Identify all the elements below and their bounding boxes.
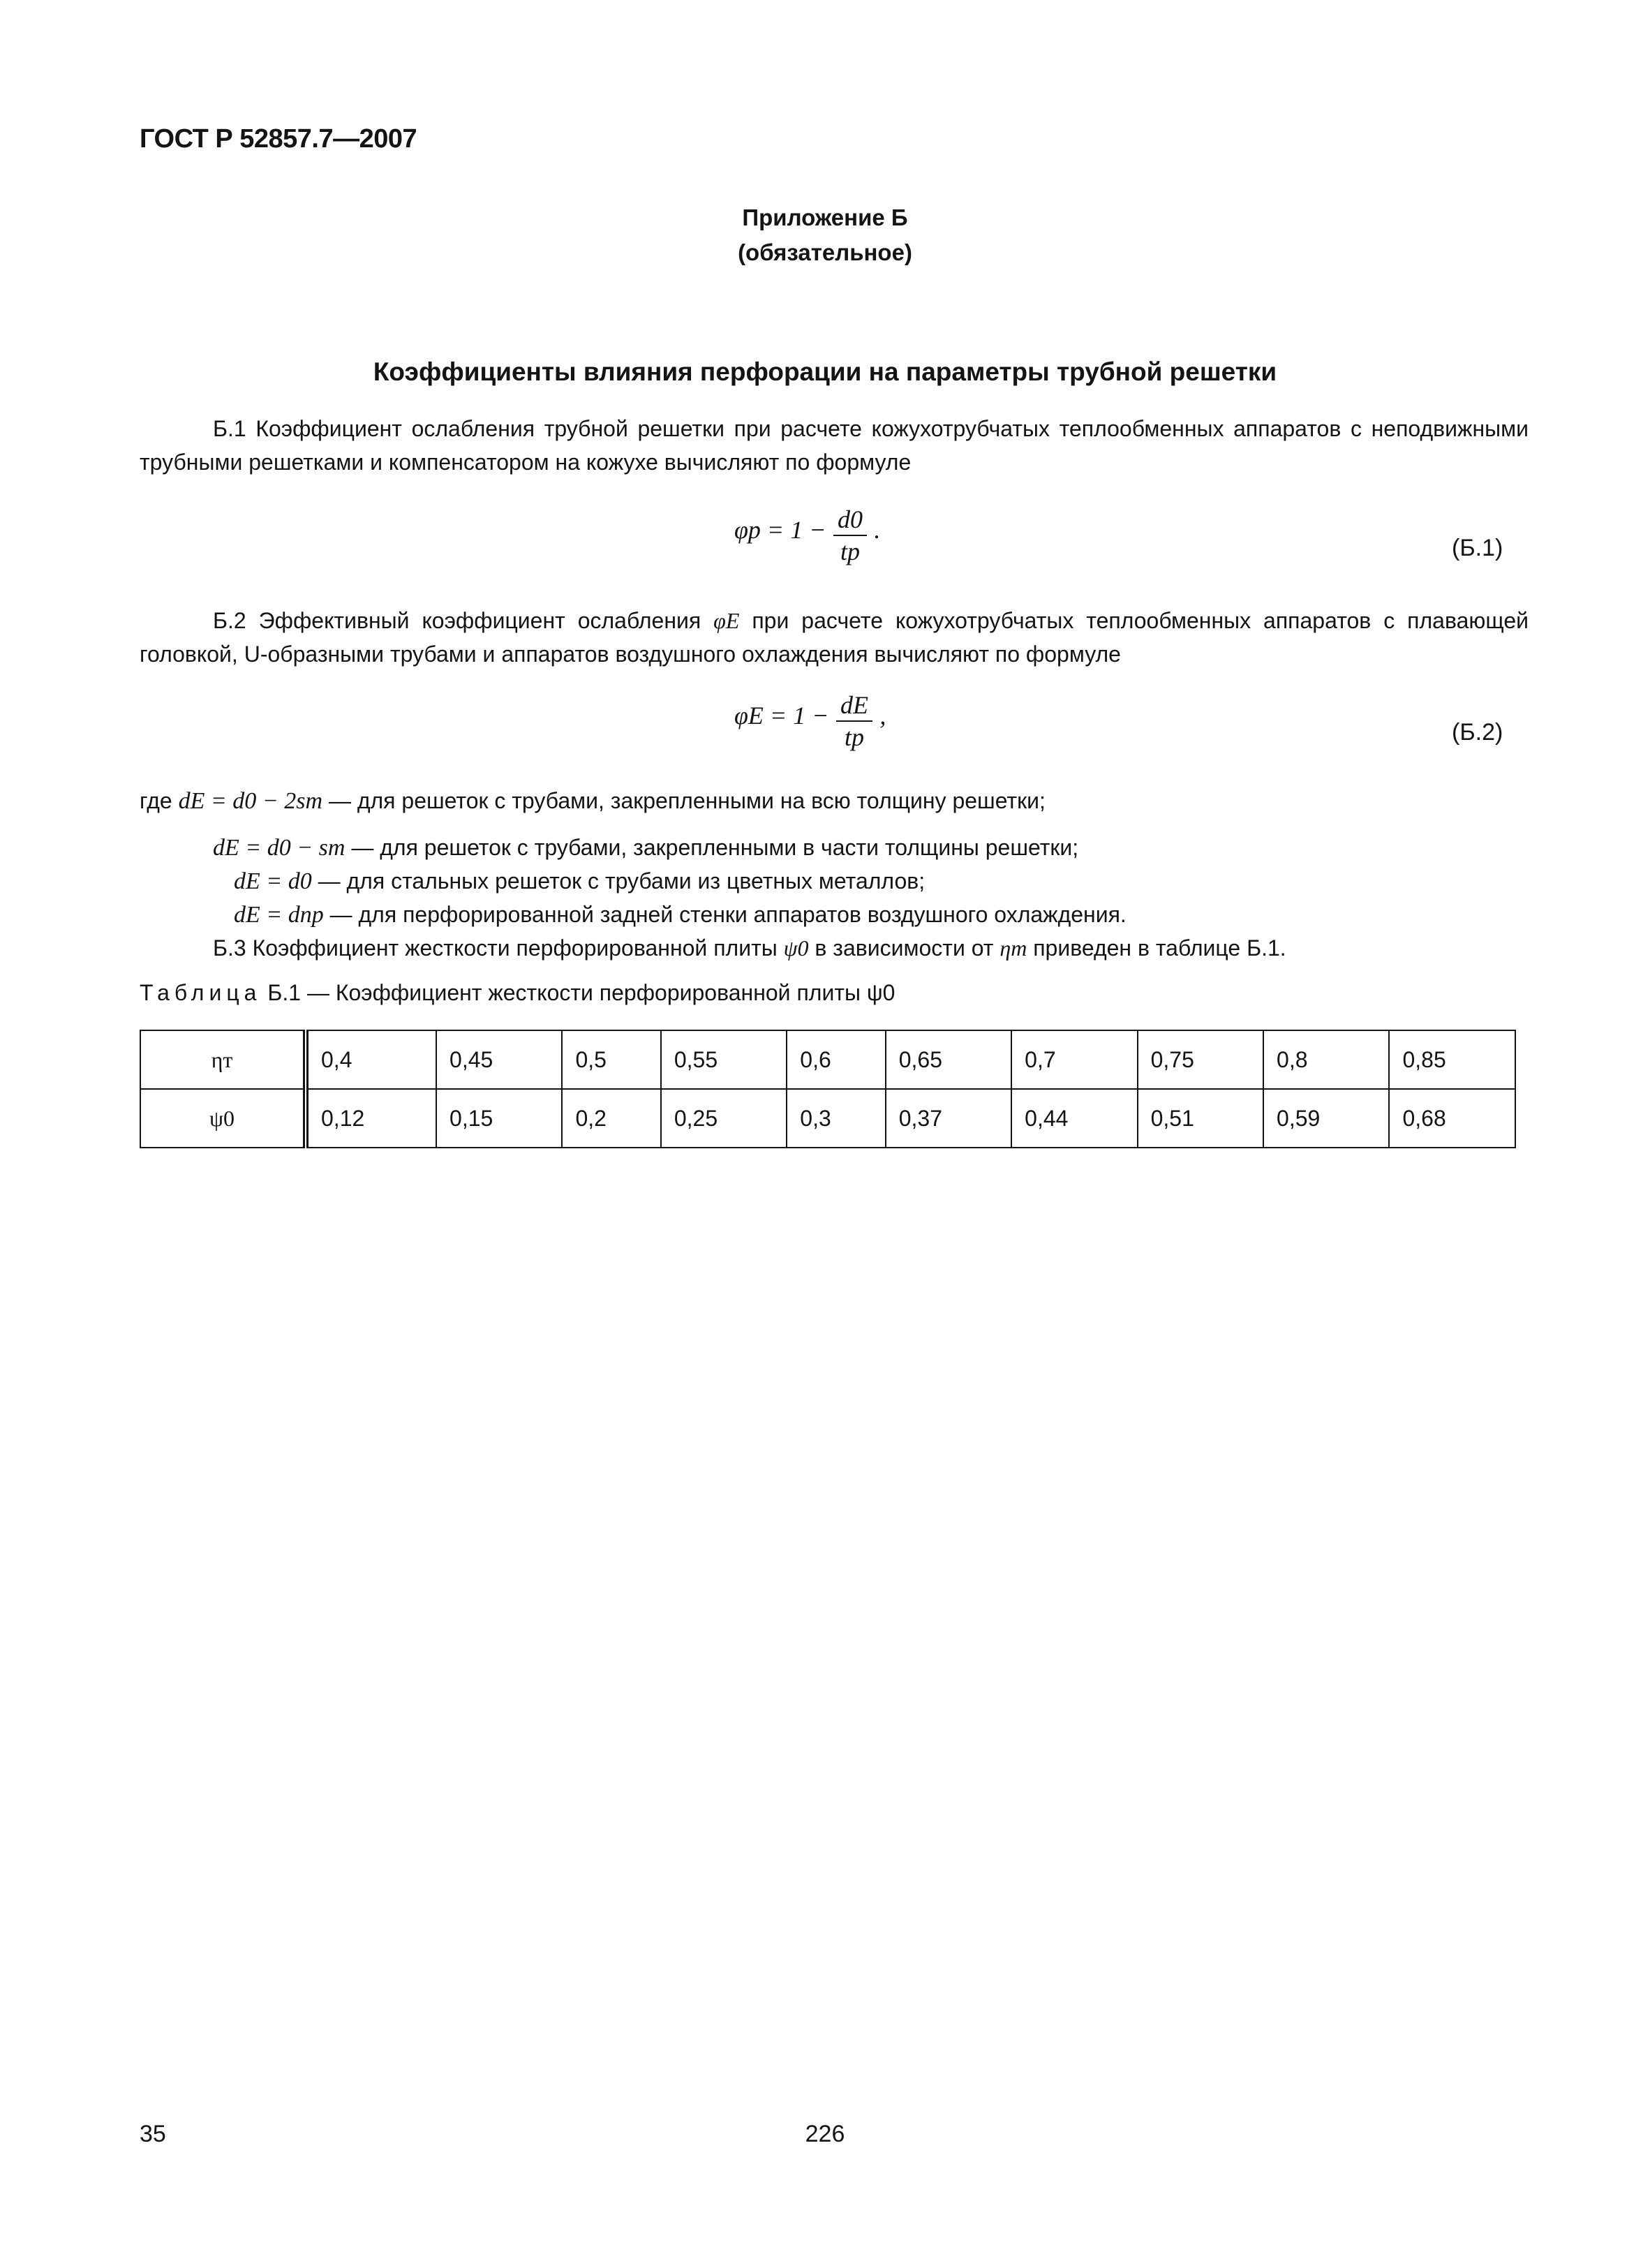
where-desc-1: — для решеток с трубами, закрепленными на всю толщину решетки; [328,788,1046,813]
row-header-eta: ηт [140,1030,306,1089]
row-header-psi: ψ0 [140,1089,306,1148]
table-cell: 0,45 [436,1030,562,1089]
where-desc-2: — для решеток с трубами, закрепленными в части толщины решетки; [351,835,1079,860]
where-expr-4: dE = dпр [234,902,324,928]
table-row-eta [140,1030,1515,1089]
table-cell: 0,2 [562,1089,660,1148]
table-cell: 0,25 [661,1089,787,1148]
where-expr-3: dE = d0 [234,868,312,894]
page-number-center: 226 [805,2121,845,2147]
table-caption-text: Б.1 — Коэффициент жесткости перфорированной плиты ψ0 [267,980,895,1005]
where-line-1 [140,784,1046,818]
symbol-eta: ηт [999,935,1027,961]
where-line-3 [234,864,925,898]
stiffness-table [140,1030,1516,1148]
table-cell: 0,37 [886,1089,1011,1148]
formula-b1-lhs: φр = 1 − [734,516,826,544]
symbol-psi0: ψ0 [783,935,809,961]
where-prefix: где [140,788,172,813]
table-cell: 0,3 [787,1089,885,1148]
table-cell: 0,85 [1389,1030,1515,1089]
table-cell: 0,6 [787,1030,885,1089]
where-expr-2: dE = d0 − sт [213,835,345,861]
table-cell: 0,55 [661,1030,787,1089]
formula-b2-numerator: dE [836,691,872,722]
symbol-phi-e: φE [713,608,740,633]
table-caption-word: Таблица [140,980,262,1005]
paragraph-b1: Б.1 Коэффициент ослабления трубной решетки при расчете кожухотрубчатых теплообменных аппаратов с неподвижными трубными решетками и компенсатором на кожухе вычисляют по формуле [140,416,1529,475]
table-cell: 0,59 [1263,1089,1389,1148]
table-cell: 0,15 [436,1089,562,1148]
table-cell: 0,75 [1138,1030,1263,1089]
equation-number-b2: (Б.2) [1452,719,1503,746]
document-code: ГОСТ Р 52857.7—2007 [140,124,417,154]
where-line-4 [234,898,1127,932]
table-cell: 0,44 [1011,1089,1137,1148]
formula-b2-denominator: tр [844,723,864,751]
where-desc-3: — для стальных решеток с трубами из цветных металлов; [318,868,926,894]
appendix-title: Приложение Б [742,205,908,230]
table-cell: 0,7 [1011,1030,1137,1089]
table-cell: 0,12 [306,1089,436,1148]
table-caption [140,980,895,1006]
table-cell: 0,51 [1138,1089,1263,1148]
where-line-2 [213,831,1078,865]
formula-b1-fraction [833,505,867,565]
formula-b2-lhs: φE = 1 − [734,702,829,730]
formula-b1-tail: . [874,516,881,544]
page-number-left: 35 [140,2121,166,2147]
table-cell: 0,68 [1389,1089,1515,1148]
formula-b2-tail: , [879,702,886,730]
formula-b2-fraction [836,691,872,751]
formula-b1-numerator: d0 [833,505,867,536]
where-desc-4: — для перфорированной задней стенки аппаратов воздушного охлаждения. [329,902,1127,927]
table-cell: 0,65 [886,1030,1011,1089]
paragraph-b2: Б.2 Эффективный коэффициент ослабления φE при расчете кожухотрубчатых теплообменных аппаратов с плавающей головкой, U-образными трубами и аппаратов воздушного охлаждения вычисляют по формуле [140,608,1529,667]
paragraph-b3: Б.3 Коэффициент жесткости перфорированной плиты ψ0 в зависимости от ηт приведен в таблице Б.1. [213,935,1286,961]
table-cell: 0,8 [1263,1030,1389,1089]
appendix-status: (обязательное) [738,239,912,265]
formula-b1-denominator: tр [840,538,860,565]
section-heading: Коэффициенты влияния перфорации на параметры трубной решетки [373,357,1277,386]
formula-b2 [734,691,886,751]
table-row-psi [140,1089,1515,1148]
table-cell: 0,5 [562,1030,660,1089]
table-cell: 0,4 [306,1030,436,1089]
equation-number-b1: (Б.1) [1452,535,1503,561]
formula-b1 [734,505,880,565]
where-expr-1: dE = d0 − 2sт [178,788,323,814]
